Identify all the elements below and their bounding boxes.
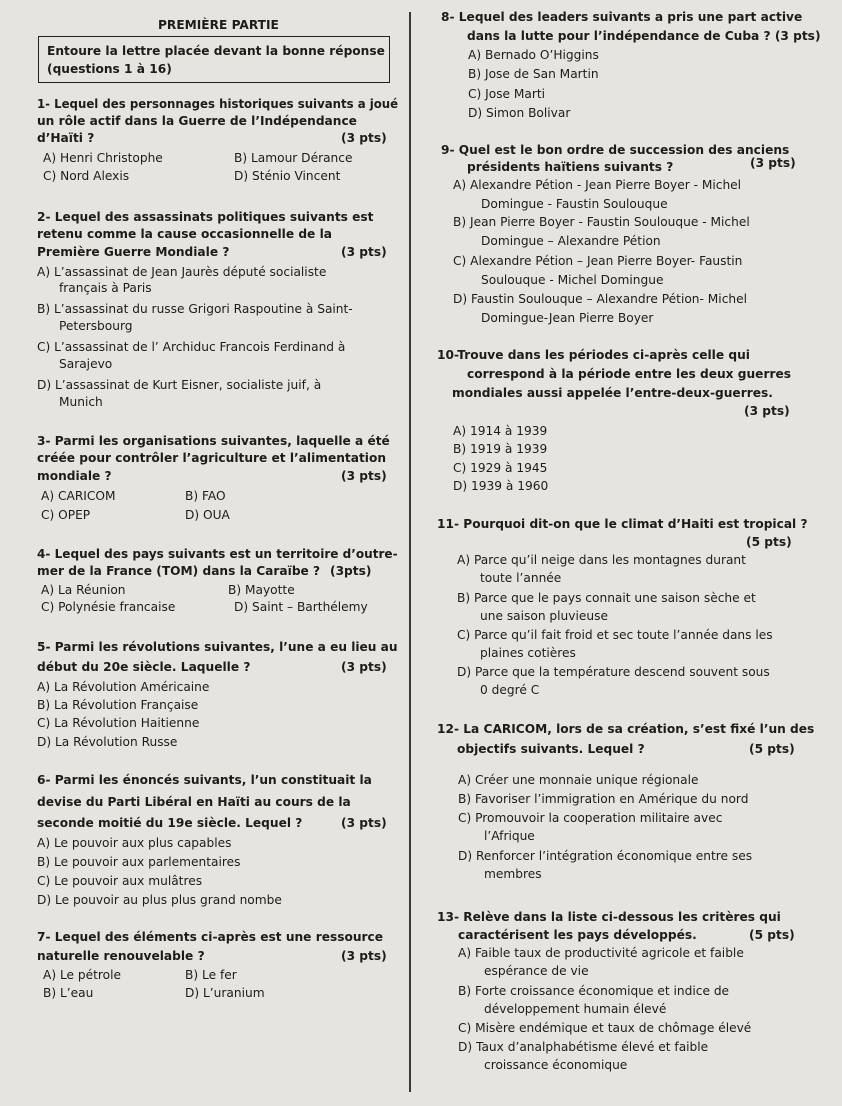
q12-option-d[interactable]: D) Renforcer l’intégration économique entre ses (458, 849, 753, 863)
q8-option-d[interactable]: D) Simon Bolivar (468, 106, 571, 120)
q4-option-b[interactable]: B) Mayotte (228, 583, 295, 597)
q1-option-c[interactable]: C) Nord Alexis (43, 169, 130, 183)
q10-option-c[interactable]: C) 1929 à 1945 (453, 461, 548, 475)
q3-option-b[interactable]: B) FAO (185, 489, 226, 503)
q11-line-1: 11- Pourquoi dit-on que le climat d’Haiti est tropical ? (437, 517, 808, 531)
q13-option-a[interactable]: A) Faible taux de productivité agricole et faible (458, 946, 744, 960)
q12-line-2: objectifs suivants. Lequel ? (457, 742, 645, 756)
q13-option-b-cont: développement humain élevé (484, 1002, 667, 1016)
q12-option-b[interactable]: B) Favoriser l’immigration en Amérique du nord (458, 792, 749, 806)
q2-line-2: retenu comme la cause occasionnelle de la (37, 227, 332, 241)
q6-option-b[interactable]: B) Le pouvoir aux parlementaires (37, 855, 241, 869)
q1-line-3: d’Haïti ? (37, 131, 95, 145)
q5-line-1: 5- Parmi les révolutions suivantes, l’une a eu lieu au (37, 640, 398, 654)
q9-option-d-cont: Domingue-Jean Pierre Boyer (481, 311, 654, 325)
q11-option-a[interactable]: A) Parce qu’il neige dans les montagnes durant (457, 553, 746, 567)
q7-points: (3 pts) (341, 949, 387, 963)
q13-option-a-cont: espérance de vie (484, 964, 589, 978)
q7-line-1: 7- Lequel des éléments ci-après est une ressource (37, 930, 384, 944)
q8-line-2: dans la lutte pour l’indépendance de Cuba ? (3 pts) (467, 29, 821, 43)
q4-line-1: 4- Lequel des pays suivants est un territoire d’outre- (37, 547, 398, 561)
q2-option-c[interactable]: C) L’assassinat de l’ Archiduc Francois Ferdinand à (37, 340, 346, 354)
q1-option-a[interactable]: A) Henri Christophe (43, 151, 163, 165)
q6-option-d[interactable]: D) Le pouvoir au plus plus grand nombe (37, 893, 282, 907)
q7-option-b[interactable]: B) Le fer (185, 968, 237, 982)
q2-option-a-cont: français à Paris (59, 281, 152, 295)
q9-line-1: 9- Quel est le bon ordre de succession des anciens (441, 143, 790, 157)
q1-line-1: 1- Lequel des personnages historiques suivants a joué (37, 97, 399, 111)
q13-option-b[interactable]: B) Forte croissance économique et indice de (458, 984, 730, 998)
q10-line-3: mondiales aussi appelée l’entre-deux-guerres. (452, 386, 773, 400)
q2-line-3: Première Guerre Mondiale ? (37, 245, 230, 259)
q11-option-d-cont: 0 degré C (480, 683, 540, 697)
q5-option-d[interactable]: D) La Révolution Russe (37, 735, 178, 749)
q12-option-c[interactable]: C) Promouvoir la cooperation militaire avec (458, 811, 723, 825)
q8-option-c[interactable]: C) Jose Marti (468, 87, 546, 101)
q4-option-d[interactable]: D) Saint – Barthélemy (234, 600, 368, 614)
q12-points: (5 pts) (749, 742, 795, 756)
q11-option-c[interactable]: C) Parce qu’il fait froid et sec toute l’année dans les (457, 628, 773, 642)
q10-option-d[interactable]: D) 1939 à 1960 (453, 479, 549, 493)
q10-option-a[interactable]: A) 1914 à 1939 (453, 424, 548, 438)
q9-option-a-cont: Domingue - Faustin Soulouque (481, 197, 668, 211)
q2-option-d-cont: Munich (59, 395, 103, 409)
q2-option-d[interactable]: D) L’assassinat de Kurt Eisner, socialiste juif, à (37, 378, 322, 392)
q7-option-c[interactable]: B) L’eau (43, 986, 94, 1000)
q5-option-c[interactable]: C) La Révolution Haitienne (37, 716, 200, 730)
q10-option-b[interactable]: B) 1919 à 1939 (453, 442, 548, 456)
q12-option-a[interactable]: A) Créer une monnaie unique régionale (458, 773, 699, 787)
q3-option-c[interactable]: C) OPEP (41, 508, 91, 522)
q11-option-b[interactable]: B) Parce que le pays connait une saison sèche et (457, 591, 756, 605)
q3-line-1: 3- Parmi les organisations suivantes, laquelle a été (37, 434, 390, 448)
instruction-line-2: (questions 1 à 16) (47, 62, 172, 76)
q7-option-d[interactable]: D) L’uranium (185, 986, 265, 1000)
q1-option-b[interactable]: B) Lamour Dérance (234, 151, 353, 165)
q10-line-1: 10-Trouve dans les périodes ci-après celle qui (437, 348, 750, 362)
q9-option-a[interactable]: A) Alexandre Pétion - Jean Pierre Boyer - Michel (453, 178, 742, 192)
q2-option-c-cont: Sarajevo (59, 357, 113, 371)
q4-points: (3pts) (330, 564, 372, 578)
q4-option-a[interactable]: A) La Réunion (41, 583, 126, 597)
q4-line-2: mer de la France (TOM) dans la Caraïbe ? (37, 564, 321, 578)
q9-option-d[interactable]: D) Faustin Soulouque – Alexandre Pétion- Michel (453, 292, 747, 306)
q13-points: (5 pts) (749, 928, 795, 942)
q5-option-b[interactable]: B) La Révolution Française (37, 698, 199, 712)
q9-line-2: présidents haïtiens suivants ? (467, 160, 674, 174)
q2-option-b[interactable]: B) L’assassinat du russe Grigori Raspoutine à Saint- (37, 302, 353, 316)
q3-line-2: créée pour contrôler l’agriculture et l’alimentation (37, 451, 386, 465)
q12-option-c-cont: l’Afrique (484, 829, 535, 843)
q5-option-a[interactable]: A) La Révolution Américaine (37, 680, 210, 694)
q13-line-1: 13- Relève dans la liste ci-dessous les critères qui (437, 910, 781, 924)
q13-option-d[interactable]: D) Taux d’analphabétisme élevé et faible (458, 1040, 709, 1054)
q9-points: (3 pts) (750, 156, 796, 170)
q10-line-2: correspond à la période entre les deux guerres (467, 367, 791, 381)
instruction-line-1: Entoure la lettre placée devant la bonne réponse (47, 44, 385, 58)
q3-line-3: mondiale ? (37, 469, 112, 483)
q5-line-2: début du 20e siècle. Laquelle ? (37, 660, 251, 674)
q6-line-2: devise du Parti Libéral en Haïti au cours de la (37, 795, 351, 809)
q8-line-1: 8- Lequel des leaders suivants a pris une part active (441, 10, 803, 24)
q3-option-d[interactable]: D) OUA (185, 508, 230, 522)
q8-option-a[interactable]: A) Bernado O’Higgins (468, 48, 599, 62)
q5-points: (3 pts) (341, 660, 387, 674)
column-divider (409, 12, 411, 1092)
q12-line-1: 12- La CARICOM, lors de sa création, s’est fixé l’un des (437, 722, 815, 736)
q2-option-b-cont: Petersbourg (59, 319, 133, 333)
q6-option-a[interactable]: A) Le pouvoir aux plus capables (37, 836, 232, 850)
q6-points: (3 pts) (341, 816, 387, 830)
q13-option-d-cont: croissance économique (484, 1058, 628, 1072)
q6-line-3: seconde moitié du 19e siècle. Lequel ? (37, 816, 303, 830)
q9-option-b-cont: Domingue – Alexandre Pétion (481, 234, 661, 248)
q2-points: (3 pts) (341, 245, 387, 259)
q3-option-a[interactable]: A) CARICOM (41, 489, 116, 503)
q7-line-2: naturelle renouvelable ? (37, 949, 205, 963)
q4-option-c[interactable]: C) Polynésie francaise (41, 600, 176, 614)
part-title: PREMIÈRE PARTIE (158, 18, 279, 32)
q13-line-2: caractérisent les pays développés. (458, 928, 697, 942)
q2-line-1: 2- Lequel des assassinats politiques suivants est (37, 210, 374, 224)
q3-points: (3 pts) (341, 469, 387, 483)
q11-option-b-cont: une saison pluvieuse (480, 609, 608, 623)
q7-option-a[interactable]: A) Le pétrole (43, 968, 122, 982)
q10-points: (3 pts) (744, 404, 790, 418)
q6-line-1: 6- Parmi les énoncés suivants, l’un constituait la (37, 773, 372, 787)
q8-option-b[interactable]: B) Jose de San Martin (468, 67, 599, 81)
q2-option-a[interactable]: A) L’assassinat de Jean Jaurès député socialiste (37, 265, 327, 279)
q11-option-d[interactable]: D) Parce que la température descend souvent sous (457, 665, 770, 679)
q6-option-c[interactable]: C) Le pouvoir aux mulâtres (37, 874, 203, 888)
q9-option-b[interactable]: B) Jean Pierre Boyer - Faustin Soulouque - Michel (453, 215, 750, 229)
q9-option-c[interactable]: C) Alexandre Pétion – Jean Pierre Boyer- Faustin (453, 254, 743, 268)
q1-line-2: un rôle actif dans la Guerre de l’Indépendance (37, 114, 357, 128)
q11-points: (5 pts) (746, 535, 792, 549)
q1-points: (3 pts) (341, 131, 387, 145)
q13-option-c[interactable]: C) Misère endémique et taux de chômage élevé (458, 1021, 752, 1035)
q9-option-c-cont: Soulouque - Michel Domingue (481, 273, 664, 287)
q12-option-d-cont: membres (484, 867, 542, 881)
q1-option-d[interactable]: D) Sténio Vincent (234, 169, 341, 183)
q11-option-a-cont: toute l’année (480, 571, 562, 585)
q11-option-c-cont: plaines cotières (480, 646, 576, 660)
